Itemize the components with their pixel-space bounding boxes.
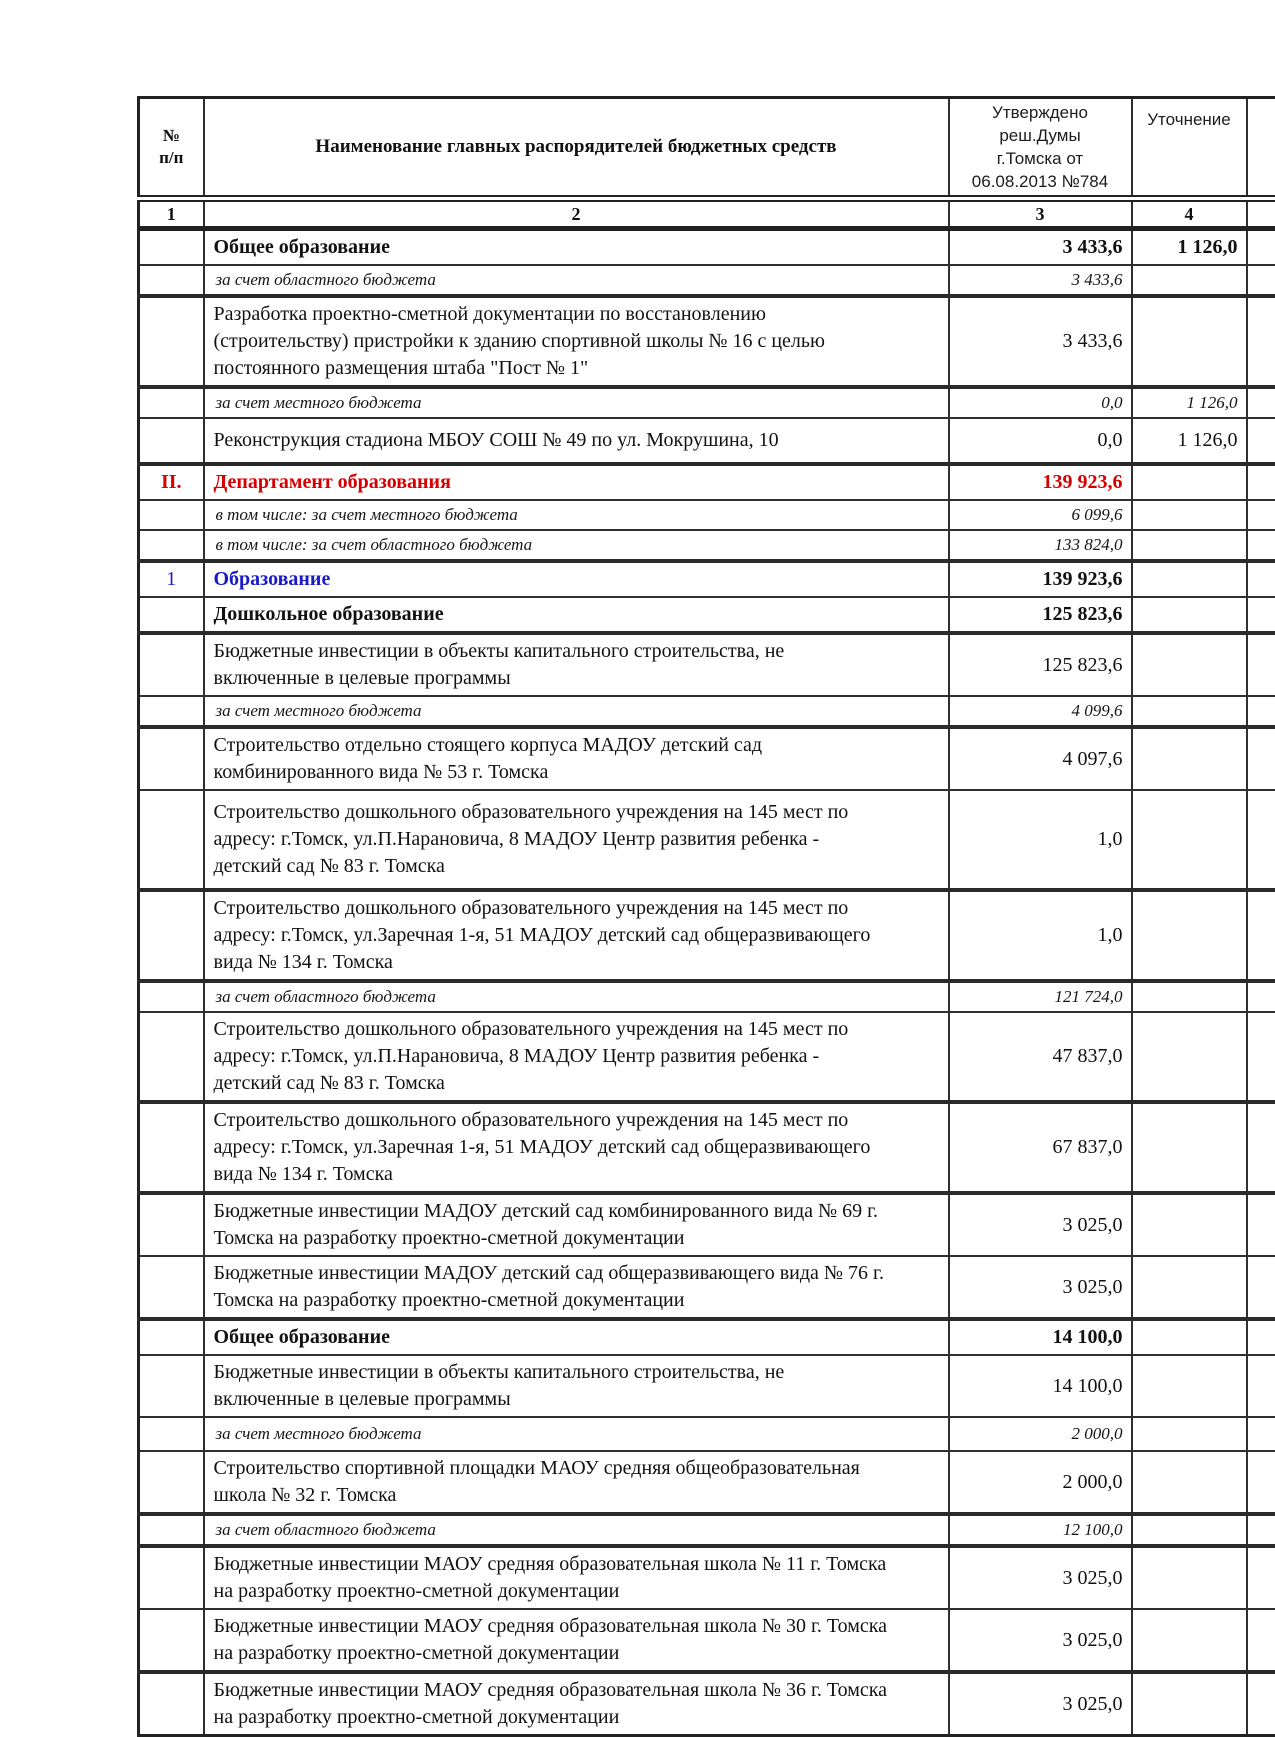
row-clipped-cell	[1247, 1546, 1275, 1609]
row-approved-cell: 47 837,0	[949, 1012, 1132, 1102]
row-name-cell: Бюджетные инвестиции в объекты капитального строительства, не включенные в целевые программы	[204, 1355, 949, 1417]
row-name-cell: Бюджетные инвестиции МАДОУ детский сад общеразвивающего вида № 76 г. Томска на разработку проектно-сметной документации	[204, 1256, 949, 1319]
row-number-cell: II.	[139, 464, 204, 500]
column-number-5	[1247, 199, 1275, 229]
row-approved-cell: 14 100,0	[949, 1355, 1132, 1417]
row-refinement-cell	[1132, 561, 1247, 597]
row-number-cell	[139, 387, 204, 418]
row-approved-cell: 3 433,6	[949, 265, 1132, 296]
row-clipped-cell	[1247, 1012, 1275, 1102]
row-clipped-cell	[1247, 229, 1275, 266]
table-row	[139, 387, 1275, 418]
row-refinement-cell	[1132, 265, 1247, 296]
row-name-cell: за счет областного бюджета	[204, 981, 949, 1012]
table-row	[139, 1193, 1275, 1256]
row-clipped-cell	[1247, 890, 1275, 981]
header-approved-line: г.Томска от	[954, 147, 1127, 170]
row-number-cell	[139, 597, 204, 633]
row-number-cell	[139, 229, 204, 266]
row-approved-cell: 139 923,6	[949, 464, 1132, 500]
row-number-cell	[139, 1012, 204, 1102]
header-clipped-column	[1247, 98, 1275, 199]
row-number-cell	[139, 296, 204, 387]
row-number-cell	[139, 1319, 204, 1355]
header-number-column	[139, 98, 204, 199]
row-clipped-cell	[1247, 1319, 1275, 1355]
row-name-cell: Бюджетные инвестиции МАДОУ детский сад комбинированного вида № 69 г. Томска на разработку проектно-сметной документации	[204, 1193, 949, 1256]
row-name-cell: Строительство дошкольного образовательного учреждения на 145 мест по адресу: г.Томск, ул.Заречная 1-я, 51 МАДОУ детский сад общеразвивающего вида № 134 г. Томска	[204, 1102, 949, 1193]
row-number-cell	[139, 1417, 204, 1451]
row-name-cell: Бюджетные инвестиции МАОУ средняя образовательная школа № 11 г. Томска на разработку проектно-сметной документации	[204, 1546, 949, 1609]
row-clipped-cell	[1247, 418, 1275, 464]
row-name-cell: за счет областного бюджета	[204, 265, 949, 296]
row-number-cell: 1	[139, 561, 204, 597]
row-name-cell: за счет местного бюджета	[204, 1417, 949, 1451]
row-clipped-cell	[1247, 1609, 1275, 1672]
row-approved-cell: 6 099,6	[949, 500, 1132, 530]
row-name-cell: Общее образование	[204, 1319, 949, 1355]
row-refinement-cell	[1132, 1672, 1247, 1736]
table-header-row	[139, 98, 1275, 199]
row-number-cell	[139, 530, 204, 561]
row-number-cell	[139, 727, 204, 790]
header-approved-line: реш.Думы	[954, 124, 1127, 147]
row-refinement-cell	[1132, 464, 1247, 500]
row-clipped-cell	[1247, 633, 1275, 696]
header-approved-line: Утверждено	[954, 101, 1127, 124]
row-approved-cell: 4 097,6	[949, 727, 1132, 790]
table-row	[139, 1319, 1275, 1355]
row-approved-cell: 3 025,0	[949, 1256, 1132, 1319]
row-number-cell	[139, 981, 204, 1012]
row-name-cell: в том числе: за счет местного бюджета	[204, 500, 949, 530]
row-name-cell: Строительство спортивной площадки МАОУ средняя общеобразовательная школа № 32 г. Томска	[204, 1451, 949, 1514]
table-row	[139, 727, 1275, 790]
row-approved-cell: 2 000,0	[949, 1451, 1132, 1514]
row-number-cell	[139, 633, 204, 696]
row-name-cell: Строительство дошкольного образовательного учреждения на 145 мест по адресу: г.Томск, ул.Заречная 1-я, 51 МАДОУ детский сад общеразвивающего вида № 134 г. Томска	[204, 890, 949, 981]
row-number-cell	[139, 500, 204, 530]
table-row	[139, 229, 1275, 266]
table-row	[139, 1609, 1275, 1672]
row-name-cell: Реконструкция стадиона МБОУ СОШ № 49 по ул. Мокрушина, 10	[204, 418, 949, 464]
row-refinement-cell	[1132, 530, 1247, 561]
row-approved-cell: 12 100,0	[949, 1514, 1132, 1546]
row-clipped-cell	[1247, 561, 1275, 597]
row-refinement-cell	[1132, 500, 1247, 530]
table-row	[139, 265, 1275, 296]
table-row	[139, 790, 1275, 890]
row-refinement-cell	[1132, 597, 1247, 633]
row-clipped-cell	[1247, 387, 1275, 418]
row-approved-cell: 125 823,6	[949, 597, 1132, 633]
header-number-line2: п/п	[144, 147, 199, 169]
column-number-3: 3	[949, 199, 1132, 229]
row-refinement-cell	[1132, 1256, 1247, 1319]
row-name-cell: Строительство отдельно стоящего корпуса МАДОУ детский сад комбинированного вида № 53 г. Томска	[204, 727, 949, 790]
row-number-cell	[139, 265, 204, 296]
row-number-cell	[139, 1256, 204, 1319]
table-row	[139, 1012, 1275, 1102]
row-refinement-cell	[1132, 1417, 1247, 1451]
row-refinement-cell	[1132, 890, 1247, 981]
row-name-cell: Дошкольное образование	[204, 597, 949, 633]
row-clipped-cell	[1247, 1355, 1275, 1417]
row-refinement-cell	[1132, 1012, 1247, 1102]
row-refinement-cell	[1132, 1355, 1247, 1417]
row-approved-cell: 67 837,0	[949, 1102, 1132, 1193]
row-number-cell	[139, 1193, 204, 1256]
row-name-cell: Бюджетные инвестиции в объекты капитального строительства, не включенные в целевые программы	[204, 633, 949, 696]
table-row	[139, 1451, 1275, 1514]
row-number-cell	[139, 1514, 204, 1546]
column-number-row	[139, 199, 1275, 229]
row-refinement-cell: 1 126,0	[1132, 387, 1247, 418]
row-approved-cell: 139 923,6	[949, 561, 1132, 597]
row-number-cell	[139, 1609, 204, 1672]
row-name-cell: Строительство дошкольного образовательного учреждения на 145 мест по адресу: г.Томск, ул.П.Нарановича, 8 МАДОУ Центр развития ребенка - детский сад № 83 г. Томска	[204, 1012, 949, 1102]
budget-table	[137, 96, 1275, 1737]
row-clipped-cell	[1247, 696, 1275, 727]
row-refinement-cell	[1132, 1514, 1247, 1546]
row-refinement-cell	[1132, 1319, 1247, 1355]
table-row	[139, 1355, 1275, 1417]
row-number-cell	[139, 1672, 204, 1736]
row-refinement-cell	[1132, 1102, 1247, 1193]
row-approved-cell: 133 824,0	[949, 530, 1132, 561]
row-clipped-cell	[1247, 597, 1275, 633]
row-clipped-cell	[1247, 1672, 1275, 1736]
row-clipped-cell	[1247, 265, 1275, 296]
row-clipped-cell	[1247, 1514, 1275, 1546]
table-row	[139, 1546, 1275, 1609]
row-clipped-cell	[1247, 727, 1275, 790]
row-number-cell	[139, 1546, 204, 1609]
table-row	[139, 1102, 1275, 1193]
table-row	[139, 464, 1275, 500]
table-row	[139, 530, 1275, 561]
column-number-1: 1	[139, 199, 204, 229]
table-row	[139, 1417, 1275, 1451]
row-approved-cell: 125 823,6	[949, 633, 1132, 696]
row-approved-cell: 121 724,0	[949, 981, 1132, 1012]
column-number-2: 2	[204, 199, 949, 229]
row-name-cell: за счет местного бюджета	[204, 387, 949, 418]
header-approved-line: 06.08.2013 №784	[954, 170, 1127, 193]
row-refinement-cell	[1132, 696, 1247, 727]
row-name-cell: Общее образование	[204, 229, 949, 266]
row-approved-cell: 3 025,0	[949, 1193, 1132, 1256]
row-approved-cell: 3 025,0	[949, 1546, 1132, 1609]
row-refinement-cell	[1132, 633, 1247, 696]
row-name-cell: Бюджетные инвестиции МАОУ средняя образовательная школа № 36 г. Томска на разработку проектно-сметной документации	[204, 1672, 949, 1736]
row-number-cell	[139, 696, 204, 727]
row-clipped-cell	[1247, 1102, 1275, 1193]
row-number-cell	[139, 790, 204, 890]
row-clipped-cell	[1247, 464, 1275, 500]
row-number-cell	[139, 1355, 204, 1417]
row-clipped-cell	[1247, 296, 1275, 387]
header-name-column: Наименование главных распорядителей бюджетных средств	[204, 98, 949, 199]
row-approved-cell: 3 025,0	[949, 1672, 1132, 1736]
row-clipped-cell	[1247, 1256, 1275, 1319]
row-clipped-cell	[1247, 1451, 1275, 1514]
row-refinement-cell: 1 126,0	[1132, 418, 1247, 464]
row-refinement-cell	[1132, 296, 1247, 387]
row-approved-cell: 3 433,6	[949, 296, 1132, 387]
table-row	[139, 561, 1275, 597]
row-name-cell: Департамент образования	[204, 464, 949, 500]
row-refinement-cell	[1132, 1451, 1247, 1514]
row-number-cell	[139, 1102, 204, 1193]
row-approved-cell: 0,0	[949, 387, 1132, 418]
row-name-cell: Бюджетные инвестиции МАОУ средняя образовательная школа № 30 г. Томска на разработку проектно-сметной документации	[204, 1609, 949, 1672]
row-number-cell	[139, 890, 204, 981]
row-refinement-cell	[1132, 981, 1247, 1012]
row-clipped-cell	[1247, 981, 1275, 1012]
row-name-cell: Разработка проектно-сметной документации по восстановлению (строительству) пристройки к зданию спортивной школы № 16 с целью постоянного размещения штаба "Пост № 1"	[204, 296, 949, 387]
row-clipped-cell	[1247, 530, 1275, 561]
row-approved-cell: 4 099,6	[949, 696, 1132, 727]
table-row	[139, 500, 1275, 530]
table-row	[139, 890, 1275, 981]
row-name-cell: в том числе: за счет областного бюджета	[204, 530, 949, 561]
row-number-cell	[139, 1451, 204, 1514]
table-row	[139, 1672, 1275, 1736]
table-row	[139, 597, 1275, 633]
row-refinement-cell	[1132, 1193, 1247, 1256]
table-row	[139, 981, 1275, 1012]
row-clipped-cell	[1247, 500, 1275, 530]
table-row	[139, 633, 1275, 696]
row-refinement-cell	[1132, 790, 1247, 890]
row-refinement-cell	[1132, 727, 1247, 790]
row-approved-cell: 3 025,0	[949, 1609, 1132, 1672]
row-refinement-cell: 1 126,0	[1132, 229, 1247, 266]
row-approved-cell: 14 100,0	[949, 1319, 1132, 1355]
row-name-cell: Строительство дошкольного образовательного учреждения на 145 мест по адресу: г.Томск, ул.П.Нарановича, 8 МАДОУ Центр развития ребенка - детский сад № 83 г. Томска	[204, 790, 949, 890]
row-approved-cell: 3 433,6	[949, 229, 1132, 266]
row-clipped-cell	[1247, 1417, 1275, 1451]
row-approved-cell: 1,0	[949, 890, 1132, 981]
row-clipped-cell	[1247, 790, 1275, 890]
row-number-cell	[139, 418, 204, 464]
row-approved-cell: 2 000,0	[949, 1417, 1132, 1451]
header-refinement-column: Уточнение	[1132, 98, 1247, 199]
table-row	[139, 418, 1275, 464]
row-clipped-cell	[1247, 1193, 1275, 1256]
row-name-cell: Образование	[204, 561, 949, 597]
table-row	[139, 1514, 1275, 1546]
header-approved-column	[949, 98, 1132, 199]
table-row	[139, 696, 1275, 727]
row-name-cell: за счет местного бюджета	[204, 696, 949, 727]
table-row	[139, 296, 1275, 387]
row-approved-cell: 1,0	[949, 790, 1132, 890]
row-refinement-cell	[1132, 1546, 1247, 1609]
column-number-4: 4	[1132, 199, 1247, 229]
row-refinement-cell	[1132, 1609, 1247, 1672]
table-row	[139, 1256, 1275, 1319]
row-approved-cell: 0,0	[949, 418, 1132, 464]
row-name-cell: за счет областного бюджета	[204, 1514, 949, 1546]
header-number-line1: №	[144, 125, 199, 147]
